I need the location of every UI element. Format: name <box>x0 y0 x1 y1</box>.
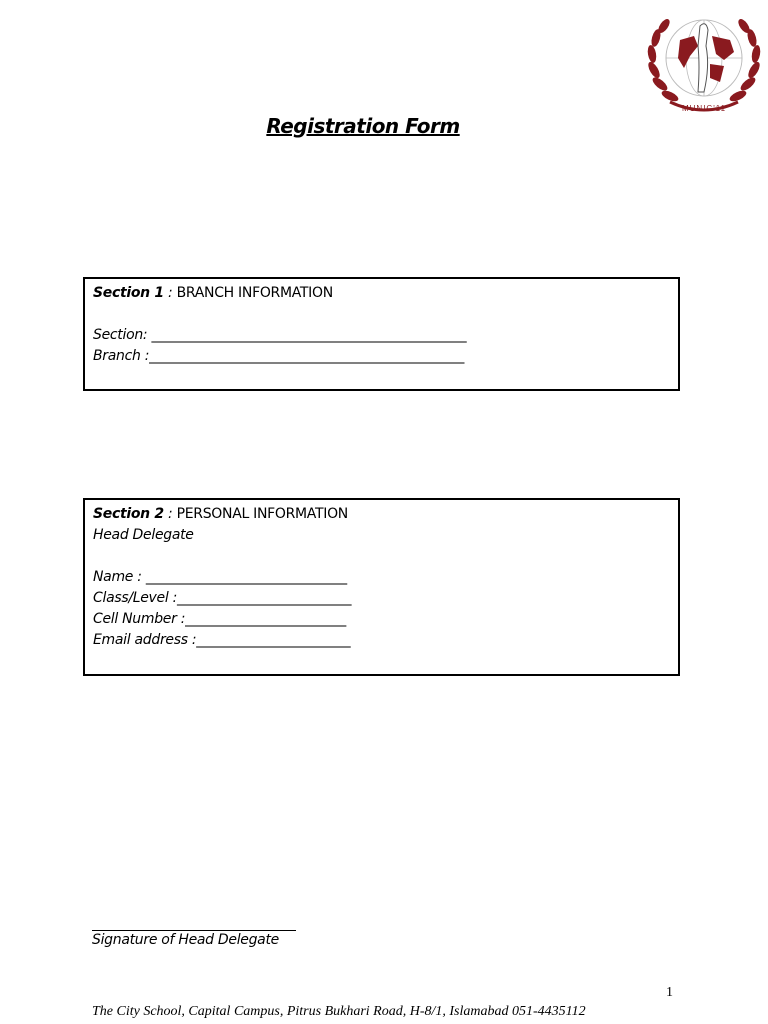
section1-label: Section 1 <box>93 285 164 301</box>
section2-title: PERSONAL INFORMATION <box>176 506 348 522</box>
head-delegate-label: Head Delegate <box>93 527 194 543</box>
signature-line[interactable] <box>92 912 296 931</box>
logo-caption: MUNIC'11 <box>681 104 727 113</box>
section2-heading <box>93 504 670 525</box>
footer-address: The City School, Capital Campus, Pitrus Bukhari Road, H-8/1, Islamabad 051-4435112 <box>92 1004 586 1019</box>
email-address-field[interactable]: Email address :_______________________ <box>93 632 351 648</box>
name-field[interactable]: Name : ______________________________ <box>93 569 347 585</box>
munic-emblem-logo <box>640 6 768 118</box>
class-level-field[interactable]: Class/Level :__________________________ <box>93 590 352 606</box>
section1-heading <box>93 283 670 304</box>
branch-information-section <box>83 277 680 391</box>
personal-information-section <box>83 498 680 676</box>
cell-number-field[interactable]: Cell Number :________________________ <box>93 611 346 627</box>
signature-label: Signature of Head Delegate <box>92 932 279 948</box>
section1-title: BRANCH INFORMATION <box>176 285 333 301</box>
section-field[interactable]: Section: _______________________________________________ <box>93 327 467 343</box>
section1-separator: : <box>163 285 177 301</box>
page-title: Registration Form <box>266 114 460 138</box>
branch-field[interactable]: Branch :_______________________________________________ <box>93 348 465 364</box>
page-number: 1 <box>666 985 673 1000</box>
section2-label: Section 2 <box>93 506 164 522</box>
section2-separator: : <box>163 506 177 522</box>
